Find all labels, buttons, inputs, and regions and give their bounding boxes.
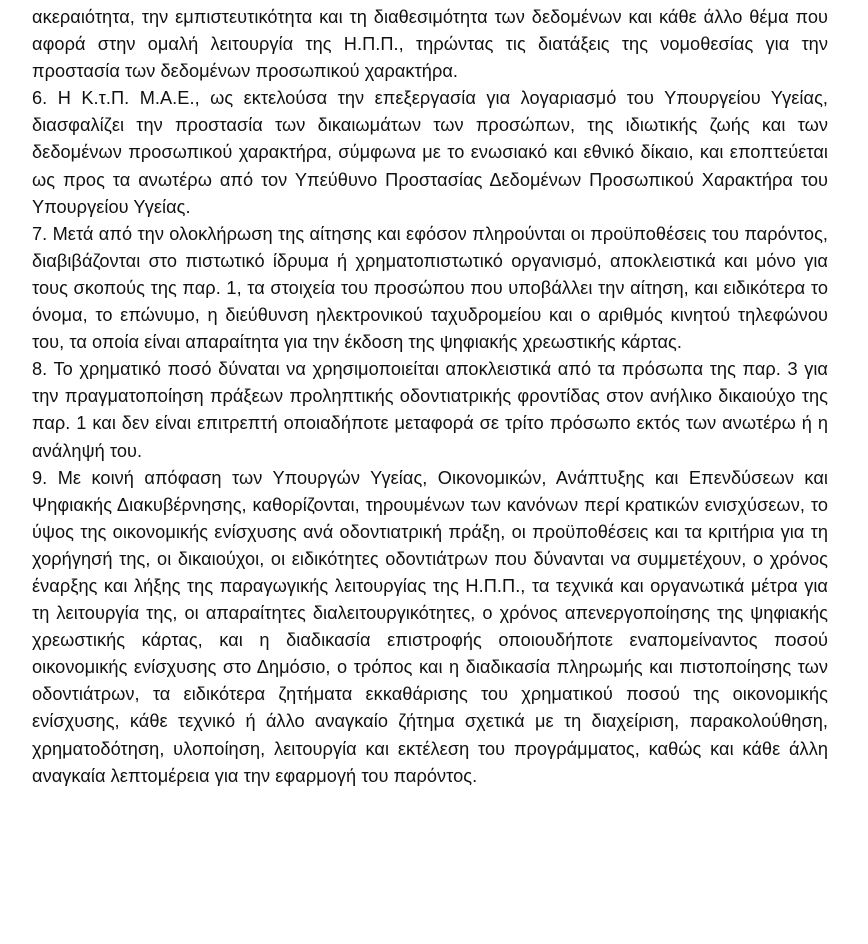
- paragraph-7: 7. Μετά από την ολοκλήρωση της αίτησης και εφόσον πληρούνται οι προϋποθέσεις του παρόντος, διαβιβάζονται στο πιστωτικό ίδρυμα ή χρηματοπιστωτικό οργανισμό, αποκλειστικά και μόνο για τους σκοπούς της παρ. 1, τα στοιχεία του προσώπου που υποβάλλει την αίτηση, και ειδικότερα το όνομα, το επώνυμο, η διεύθυνση ηλεκτρονικού ταχυδρομείου και ο αριθμός κινητού τηλεφώνου του, τα οποία είναι απαραίτητα για την έκδοση της ψηφιακής χρεωστικής κάρτας.: [32, 223, 828, 353]
- paragraph-8: 8. Το χρηματικό ποσό δύναται να χρησιμοποιείται αποκλειστικά από τα πρόσωπα της παρ. 3 για την πραγματοποίηση πράξεων προληπτικής οδοντιατρικής φροντίδας στον ανήλικο δικαιούχο της παρ. 1 και δεν είναι επιτρεπτή οποιαδήποτε μεταφορά σε τρίτο πρόσωπο εκτός των ανωτέρω ή η ανάληψή του.: [32, 359, 828, 461]
- paragraph-6: 6. Η Κ.τ.Π. Μ.Α.Ε., ως εκτελούσα την επεξεργασία για λογαριασμό του Υπουργείου Υγείας, διασφαλίζει την προστασία των δικαιωμάτων των προσώπων, της ιδιωτικής ζωής και των δεδομένων προσωπικού χαρακτήρα, σύμφωνα με το ενωσιακό και εθνικό δίκαιο, και εποπτεύεται ως προς τα ανωτέρω από τον Υπεύθυνο Προστασίας Δεδομένων Προσωπικού Χαρακτήρα του Υπουργείου Υγείας.: [32, 88, 828, 217]
- document-page: [32, 4, 828, 790]
- paragraph-continuation: ακεραιότητα, την εμπιστευτικότητα και τη διαθεσιμότητα των δεδομένων και κάθε άλλο θέμα που αφορά στην ομαλή λειτουργία της Η.Π.Π., τηρώντας τις διατάξεις της νομοθεσίας για την προστασία των δεδομένων προσωπικού χαρακτήρα.: [32, 7, 828, 82]
- paragraph-9: 9. Με κοινή απόφαση των Υπουργών Υγείας, Οικονομικών, Ανάπτυξης και Επενδύσεων και Ψηφιακής Διακυβέρνησης, καθορίζονται, τηρουμένων των κανόνων περί κρατικών ενισχύσεων, το ύψος της οικονομικής ενίσχυσης ανά οδοντιατρική πράξη, οι προϋποθέσεις και τα κριτήρια για τη χορήγησή της, οι δικαιούχοι, οι ειδικότητες οδοντιάτρων που δύνανται να συμμετέχουν, ο χρόνος έναρξης και λήξης της παραγωγικής λειτουργίας της Η.Π.Π., τα τεχνικά και οργανωτικά μέτρα για τη λειτουργία της, οι απαραίτητες διαλειτουργικότητες, ο χρόνος απενεργοποίησης της ψηφιακής χρεωστικής κάρτας, και η διαδικασία επιστροφής οποιουδήποτε εναπομείναντος ποσού οικονομικής ενίσχυσης στο Δημόσιο, ο τρόπος και η διαδικασία πληρωμής και πιστοποίησης των οδοντιάτρων, τα ειδικότερα ζητήματα εκκαθάρισης του χρηματικού ποσού της οικονομικής ενίσχυσης, κάθε τεχνικό ή άλλο αναγκαίο ζήτημα σχετικά με τη διαχείριση, παρακολούθηση, χρηματοδότηση, υλοποίηση, λειτουργία και εκτέλεση του προγράμματος, καθώς και κάθε άλλη αναγκαία λεπτομέρεια για την εφαρμογή του παρόντος.: [32, 467, 828, 786]
